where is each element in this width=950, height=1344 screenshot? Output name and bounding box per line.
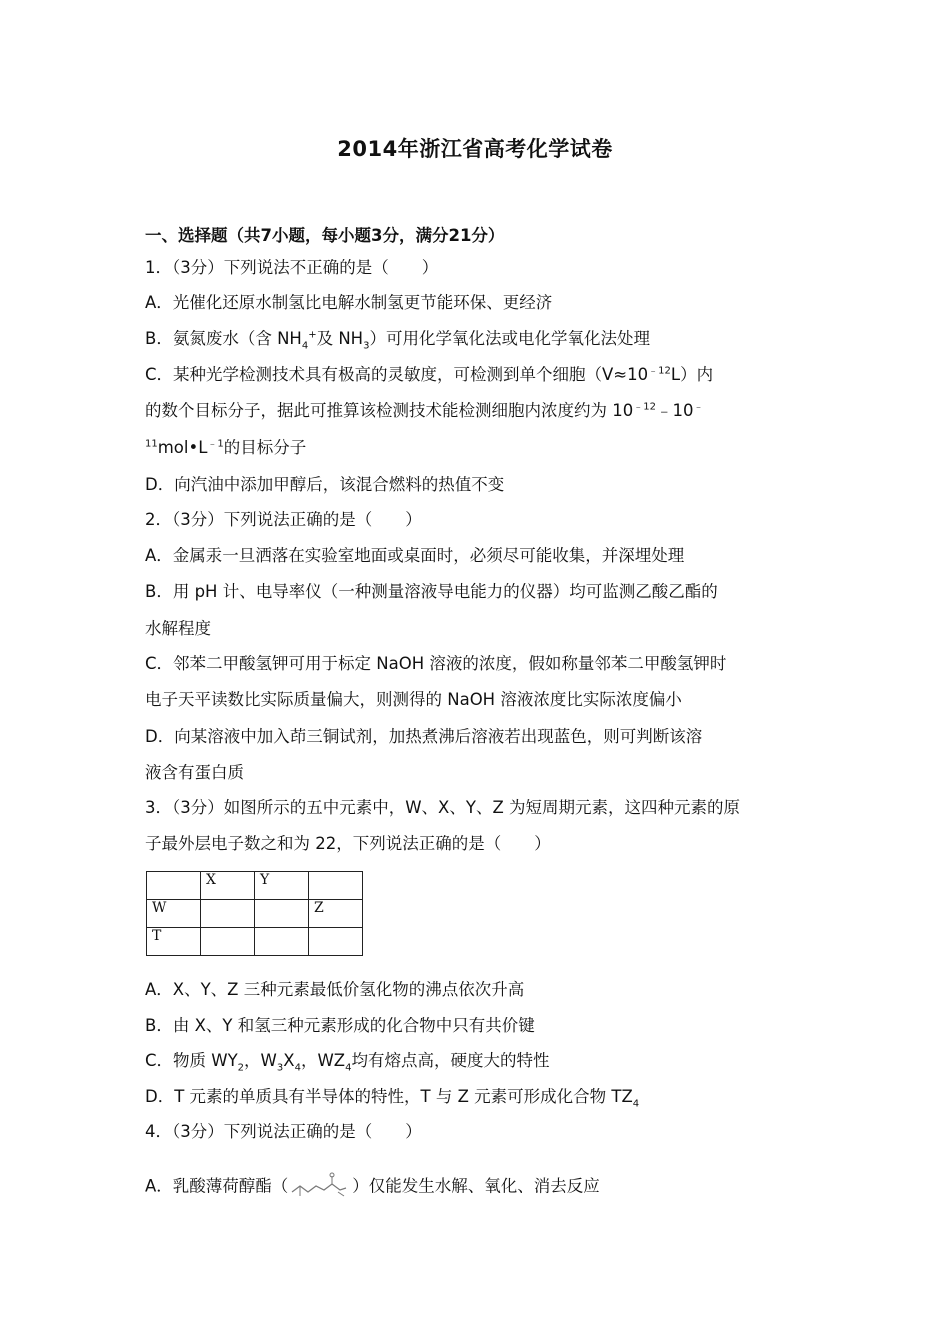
- table-cell: [309, 872, 363, 900]
- lactic-menthyl-ester-structure-icon: [288, 1172, 352, 1202]
- table-cell: [201, 928, 255, 956]
- table-cell: [201, 900, 255, 928]
- table-cell: [147, 872, 201, 900]
- table-row: [147, 900, 363, 928]
- table-cell: W: [147, 900, 201, 928]
- question-3-option-a: A．X、Y、Z 三种元素最低价氢化物的沸点依次升高: [145, 980, 525, 999]
- table-cell: [255, 900, 309, 928]
- question-2-option-c-line2: 电子天平读数比实际质量偏大，则测得的 NaOH 溶液浓度比实际浓度偏小: [145, 690, 682, 709]
- question-2-option-d-line2: 液含有蛋白质: [145, 763, 244, 782]
- question-1-option-d: D．向汽油中添加甲醇后，该混合燃料的热值不变: [145, 475, 505, 494]
- question-4-option-a: A．乳酸薄荷醇酯（ ）仅能发生水解、氧化、消去反应: [145, 1172, 600, 1202]
- question-2-option-c-line1: C．邻苯二甲酸氢钾可用于标定 NaOH 溶液的浓度，假如称量邻苯二甲酸氢钾时: [145, 654, 727, 673]
- table-cell: [309, 928, 363, 956]
- question-1-option-c-line3: $^{11}mol•L^{﹣1}$的目标分子: [145, 438, 307, 457]
- question-2-stem: 2．（3分）下列说法正确的是（ ）: [145, 510, 422, 529]
- question-3-stem-line1: 3．（3分）如图所示的五中元素中，W、X、Y、Z 为短周期元素，这四种元素的原: [145, 798, 740, 817]
- question-2-option-a: A．金属汞一旦洒落在实验室地面或桌面时，必须尽可能收集，并深埋处理: [145, 546, 685, 565]
- table-row: [147, 928, 363, 956]
- periodic-table-fragment: [146, 871, 363, 956]
- question-3-option-c: C．物质 $WY_2$，$W_3X_4$，$WZ_4$均有熔点高，硬度大的特性: [145, 1051, 550, 1074]
- table-cell: Y: [255, 872, 309, 900]
- question-1-stem: 1．（3分）下列说法不正确的是（ ）: [145, 258, 439, 277]
- question-1-option-a: A．光催化还原水制氢比电解水制氢更节能环保、更经济: [145, 293, 553, 312]
- question-2-option-d-line1: D．向某溶液中加入茚三铜试剂，加热煮沸后溶液若出现蓝色，则可判断该溶: [145, 727, 703, 746]
- table-cell: T: [147, 928, 201, 956]
- question-4-stem: 4．（3分）下列说法正确的是（ ）: [145, 1122, 422, 1141]
- table-row: [147, 872, 363, 900]
- question-3-option-d: D．T 元素的单质具有半导体的特性，T 与 Z 元素可形成化合物 $TZ_4$: [145, 1087, 640, 1110]
- question-3-option-b: B．由 X、Y 和氢三种元素形成的化合物中只有共价键: [145, 1016, 535, 1035]
- question-1-option-c-line2: 的数个目标分子，据此可推算该检测技术能检测细胞内浓度约为 $10^{﹣12}﹣10^﹣$: [145, 401, 704, 420]
- section-heading: 一、选择题（共7小题，每小题3分，满分21分）: [145, 226, 505, 245]
- question-3-stem-line2: 子最外层电子数之和为 22，下列说法正确的是（ ）: [145, 834, 551, 853]
- question-2-option-b-line2: 水解程度: [145, 619, 211, 638]
- table-cell: Z: [309, 900, 363, 928]
- question-1-option-b: B．氨氮废水（含 $NH_4^+$及 $NH_3$）可用化学氧化法或电化学氧化法处理: [145, 329, 650, 352]
- table-cell: [255, 928, 309, 956]
- page-title: 2014年浙江省高考化学试卷: [337, 137, 613, 161]
- question-1-option-c-line1: C．某种光学检测技术具有极高的灵敏度，可检测到单个细胞$(V\approx 10^{﹣12}L)$内: [145, 365, 714, 384]
- table-cell: X: [201, 872, 255, 900]
- question-2-option-b-line1: B．用 pH 计、电导率仪（一种测量溶液导电能力的仪器）均可监测乙酸乙酯的: [145, 582, 718, 601]
